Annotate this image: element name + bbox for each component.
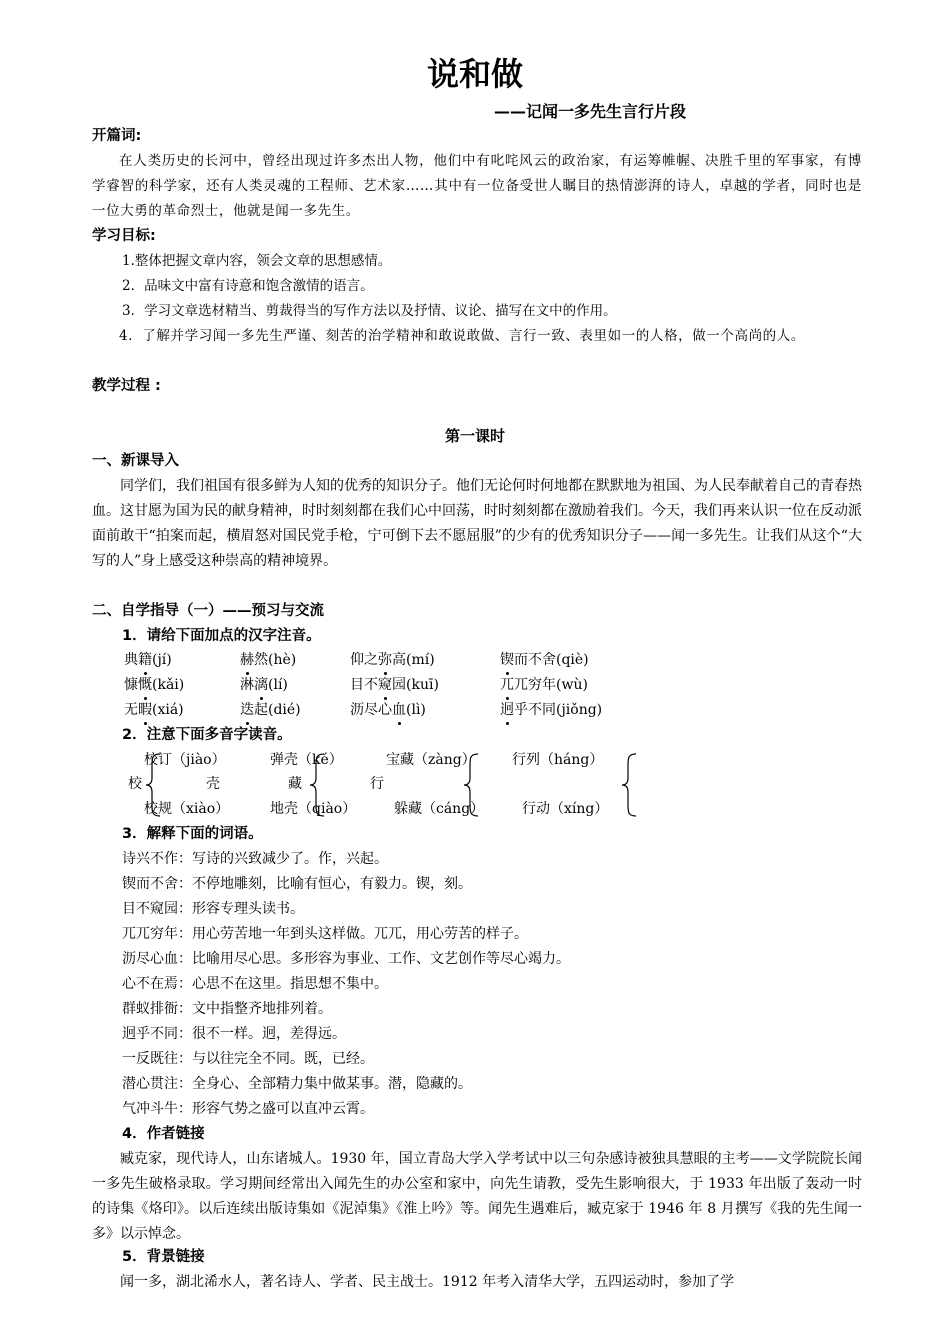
emphasized-character: 暇 [138, 698, 152, 722]
emphasized-character: 赫 [240, 648, 254, 672]
definition-item: 气冲斗牛：形容气势之盛可以直冲云霄。 [122, 1101, 374, 1117]
polyphone-char: 行 [370, 776, 384, 792]
pinyin-item [124, 673, 184, 697]
q1-heading: 1．请给下面加点的汉字注音。 [122, 628, 321, 644]
pinyin-item-suffix: (xiá) [152, 702, 184, 718]
q2-heading: 2．注意下面多音字读音。 [122, 727, 292, 743]
definition-item: 一反既往：与以往完全不同。既，已经。 [122, 1051, 374, 1067]
section2-heading: 二、自学指导（一）——预习与交流 [92, 603, 324, 619]
pinyin-item-prefix: 仰之 [350, 652, 378, 668]
section1-heading: 一、新课导入 [92, 453, 179, 469]
pinyin-item [500, 698, 602, 722]
opening-heading: 开篇词: [92, 128, 142, 144]
polyphone-top: 宝藏（zàng） [386, 752, 476, 768]
definition-item: 锲而不舍：不停地雕刻，比喻有恒心，有毅力。锲，刻。 [122, 876, 472, 892]
definition-item: 潜心贯注：全身心、全部精力集中做某事。潜，隐藏的。 [122, 1076, 472, 1092]
pinyin-item-prefix: 慷 [124, 677, 138, 693]
pinyin-item [350, 648, 435, 672]
pinyin-item [350, 673, 439, 697]
pinyin-item-suffix: (jí) [152, 652, 172, 668]
polyphone-char: 藏 [288, 776, 302, 792]
pinyin-item-suffix: 兀穷年(wù) [514, 677, 588, 693]
brace-icon [462, 752, 482, 818]
pinyin-item [500, 648, 589, 672]
page-subtitle: ——记闻一多先生言行片段 [494, 102, 687, 121]
opening-text: 在人类历史的长河中，曾经出现过许多杰出人物，他们中有叱咤风云的政治家，有运筹帷幄、决胜千里的军事家，有博学睿智的科学家，还有人类灵魂的工程师、艺术家……其中有一位备受世人瞩目的热情澎湃的诗人，卓越的学者，同时也是一位大勇的革命烈士，他就是闻一多先生。 [92, 153, 862, 219]
pinyin-item [240, 698, 301, 722]
pinyin-item-suffix: (lì) [406, 702, 426, 718]
polyphone-char: 校 [128, 776, 142, 792]
polyphone-bottom: 地壳（qiào） [270, 801, 357, 817]
polyphone-bottom: 校规（xiào） [144, 801, 230, 817]
pinyin-item-prefix: 无 [124, 702, 138, 718]
pinyin-item-suffix: 乎不同(jiǒng) [514, 702, 603, 718]
definition-item: 群蚁排衙：文中指整齐地排列着。 [122, 1001, 332, 1017]
q4-heading: 4．作者链接 [122, 1126, 205, 1142]
emphasized-character: 血 [392, 698, 406, 722]
process-heading: 教学过程 : [92, 378, 161, 394]
polyphone-bottom: 躲藏（cáng） [394, 801, 485, 817]
pinyin-item [124, 648, 172, 672]
definition-item: 心不在焉：心思不在这里。指思想不集中。 [122, 976, 388, 992]
pinyin-item-prefix: 淋 [240, 677, 254, 693]
emphasized-character: 慨 [138, 673, 152, 697]
goal-item-4: 4．了解并学习闻一多先生严谨、刻苦的治学精神和敢说敢做、言行一致、表里如一的人格，做一个高尚的人。 [119, 328, 805, 344]
polyphone-bottom: 行动（xíng） [522, 801, 609, 817]
emphasized-character: 漓 [254, 673, 268, 697]
brace-icon [308, 752, 328, 818]
definition-item: 目不窥园：形容专理头读书。 [122, 901, 304, 917]
emphasized-character: 弥 [378, 648, 392, 672]
definition-item: 沥尽心血：比喻用尽心思。多形容为事业、工作、文艺创作等尽心竭力。 [122, 951, 570, 967]
pinyin-item-prefix: 沥尽心 [350, 702, 392, 718]
q5-heading: 5．背景链接 [122, 1249, 205, 1265]
pinyin-item-prefix: 目不 [350, 677, 378, 693]
goal-item-2: 2．品味文中富有诗意和饱含激情的语言。 [122, 278, 374, 294]
pinyin-item-suffix: (lí) [268, 677, 288, 693]
emphasized-character: 迭 [240, 698, 254, 722]
pinyin-item [240, 648, 296, 672]
pinyin-item [350, 698, 426, 722]
emphasized-character: 窥 [378, 673, 392, 697]
polyphone-top: 弹壳（ké） [270, 752, 343, 768]
pinyin-item-prefix: 典 [124, 652, 138, 668]
pinyin-item [124, 698, 184, 722]
pinyin-item-suffix: 起(dié) [254, 702, 301, 718]
emphasized-character: 锲 [500, 648, 514, 672]
lesson-title: 第一课时 [444, 427, 505, 445]
definition-item: 迥乎不同：很不一样。迥，差得远。 [122, 1026, 346, 1042]
polyphone-top: 行列（háng） [512, 752, 604, 768]
pinyin-item [500, 673, 588, 697]
goal-item-3: 3．学习文章选材精当、剪裁得当的写作方法以及抒情、议论、描写在文中的作用。 [122, 303, 617, 319]
page-title: 说和做 [426, 55, 523, 93]
brace-icon [144, 752, 164, 818]
emphasized-character: 籍 [138, 648, 152, 672]
pinyin-item-suffix: 然(hè) [254, 652, 297, 668]
emphasized-character: 兀 [500, 673, 514, 697]
definition-item: 诗兴不作：写诗的兴致减少了。作，兴起。 [122, 851, 388, 867]
q3-heading: 3．解释下面的词语。 [122, 826, 263, 842]
pinyin-item-suffix: 园(kuī) [392, 677, 439, 693]
section1-text: 同学们，我们祖国有很多鲜为人知的优秀的知识分子。他们无论何时何地都在默默地为祖国、为人民奉献着自己的青春热血。这甘愿为国为民的献身精神，时时刻刻都在我们心中回荡，时时刻刻都在激励着我们。今天，我们再来认识一位在反动派面前敢干“拍案而起，横眉怒对国民党手枪，宁可倒下去不愿屈服”的少有的优秀知识分子——闻一多先生。让我们从这个“大写的人”身上感受这种崇高的精神境界。 [92, 478, 862, 569]
background-text: 闻一多，湖北浠水人，著名诗人、学者、民主战士。1912 年考入清华大学，五四运动时，参加了学 [120, 1274, 735, 1290]
emphasized-character: 迥 [500, 698, 514, 722]
pinyin-item-suffix: 而不舍(qiè) [514, 652, 589, 668]
pinyin-item-suffix: (kǎi) [152, 677, 185, 693]
goals-heading: 学习目标: [92, 228, 156, 244]
definition-item: 兀兀穷年：用心劳苦地一年到头这样做。兀兀，用心劳苦的样子。 [122, 926, 528, 942]
polyphone-char: 壳 [206, 776, 220, 792]
polyphone-top: 校订（jiào） [144, 752, 226, 768]
pinyin-item [240, 673, 288, 697]
pinyin-item-suffix: 高(mí) [392, 652, 435, 668]
author-text: 臧克家，现代诗人，山东诸城人。1930 年，国立青岛大学入学考试中以三句杂感诗被独具慧眼的主考——文学院院长闻一多先生破格录取。学习期间经常出入闻先生的办公室和家中，向先生请教，受先生影响很大，于 1933 年出版了轰动一时的诗集《烙印》。以后连续出版诗集如《泥淖集》《淮上吟》等。闻先生遇难后，臧克家于 1946 年 8 月撰写《我的先生闻一多》以示悼念。 [92, 1151, 862, 1242]
brace-icon [620, 752, 640, 818]
goal-item-1: 1.整体把握文章内容，领会文章的思想感情。 [122, 253, 392, 269]
